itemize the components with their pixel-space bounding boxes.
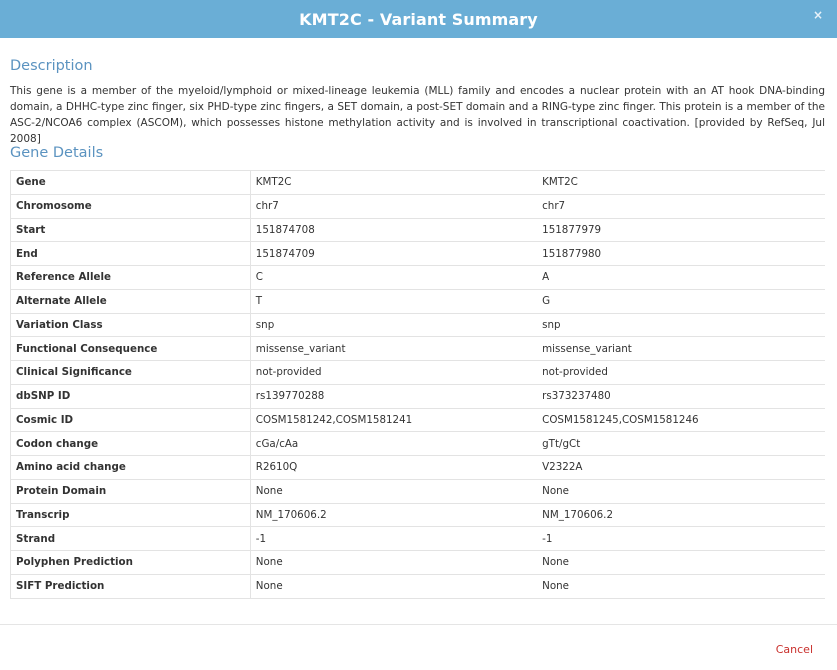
row-value: G <box>537 289 825 313</box>
table-row <box>11 479 826 503</box>
table-row <box>11 289 826 313</box>
row-value: C <box>250 266 537 290</box>
row-label: Strand <box>11 527 251 551</box>
table-row <box>11 432 826 456</box>
row-value: rs373237480 <box>537 384 825 408</box>
table-row <box>11 527 826 551</box>
close-icon[interactable]: × <box>812 8 824 22</box>
row-value: not-provided <box>537 361 825 385</box>
row-value: -1 <box>250 527 537 551</box>
table-row <box>11 337 826 361</box>
table-row <box>11 218 826 242</box>
row-label: SIFT Prediction <box>11 574 251 598</box>
row-value: 151877980 <box>537 242 825 266</box>
row-value: COSM1581242,COSM1581241 <box>250 408 537 432</box>
row-value: gTt/gCt <box>537 432 825 456</box>
row-value: COSM1581245,COSM1581246 <box>537 408 825 432</box>
row-value: R2610Q <box>250 456 537 480</box>
footer-divider <box>0 624 837 625</box>
table-row <box>11 456 826 480</box>
row-label: Clinical Significance <box>11 361 251 385</box>
row-value: None <box>537 574 825 598</box>
description-text: This gene is a member of the myeloid/lymphoid or mixed-lineage leukemia (MLL) family and encodes a nuclear protein with an AT hook DNA-binding domain, a DHHC-type zinc finger, six PHD-type zinc fingers, a SET domain, a post-SET domain and a RING-type zinc finger. This protein is a member of the ASC-2/NCOA6 complex (ASCOM), which possesses histone methylation activity and is involved in transcriptional coactivation. [provided by RefSeq, Jul 2008] <box>10 85 825 145</box>
row-value: None <box>250 574 537 598</box>
dialog-header <box>0 0 837 38</box>
row-label: Gene <box>11 171 251 195</box>
row-label: Variation Class <box>11 313 251 337</box>
row-value: 151877979 <box>537 218 825 242</box>
row-value: 151874709 <box>250 242 537 266</box>
table-row <box>11 194 826 218</box>
table-row <box>11 551 826 575</box>
row-value: None <box>537 479 825 503</box>
row-label: Codon change <box>11 432 251 456</box>
table-row <box>11 313 826 337</box>
gene-details-heading: Gene Details <box>10 145 104 161</box>
row-value: 151874708 <box>250 218 537 242</box>
row-value: rs139770288 <box>250 384 537 408</box>
table-row <box>11 384 826 408</box>
row-label: Alternate Allele <box>11 289 251 313</box>
table-row <box>11 408 826 432</box>
row-value: KMT2C <box>250 171 537 195</box>
gene-details-table <box>10 170 825 599</box>
row-value: V2322A <box>537 456 825 480</box>
row-label: Protein Domain <box>11 479 251 503</box>
table-row <box>11 266 826 290</box>
row-value: missense_variant <box>537 337 825 361</box>
table-row <box>11 171 826 195</box>
row-label: Polyphen Prediction <box>11 551 251 575</box>
row-label: Reference Allele <box>11 266 251 290</box>
row-value: not-provided <box>250 361 537 385</box>
row-label: Chromosome <box>11 194 251 218</box>
row-label: End <box>11 242 251 266</box>
row-value: snp <box>537 313 825 337</box>
row-value: None <box>537 551 825 575</box>
table-row <box>11 361 826 385</box>
row-value: NM_170606.2 <box>537 503 825 527</box>
row-value: A <box>537 266 825 290</box>
table-row <box>11 242 826 266</box>
row-value: chr7 <box>250 194 537 218</box>
row-value: None <box>250 479 537 503</box>
row-value: cGa/cAa <box>250 432 537 456</box>
row-label: Cosmic ID <box>11 408 251 432</box>
row-label: Transcrip <box>11 503 251 527</box>
row-value: snp <box>250 313 537 337</box>
cancel-button[interactable]: Cancel <box>775 643 813 656</box>
dialog-title: KMT2C - Variant Summary <box>299 9 538 29</box>
row-label: Amino acid change <box>11 456 251 480</box>
row-label: dbSNP ID <box>11 384 251 408</box>
row-value: None <box>250 551 537 575</box>
row-label: Start <box>11 218 251 242</box>
row-value: -1 <box>537 527 825 551</box>
row-value: NM_170606.2 <box>250 503 537 527</box>
row-value: KMT2C <box>537 171 825 195</box>
row-value: missense_variant <box>250 337 537 361</box>
row-value: T <box>250 289 537 313</box>
table-row <box>11 503 826 527</box>
row-value: chr7 <box>537 194 825 218</box>
row-label: Functional Consequence <box>11 337 251 361</box>
table-row <box>11 574 826 598</box>
description-heading: Description <box>10 58 93 74</box>
